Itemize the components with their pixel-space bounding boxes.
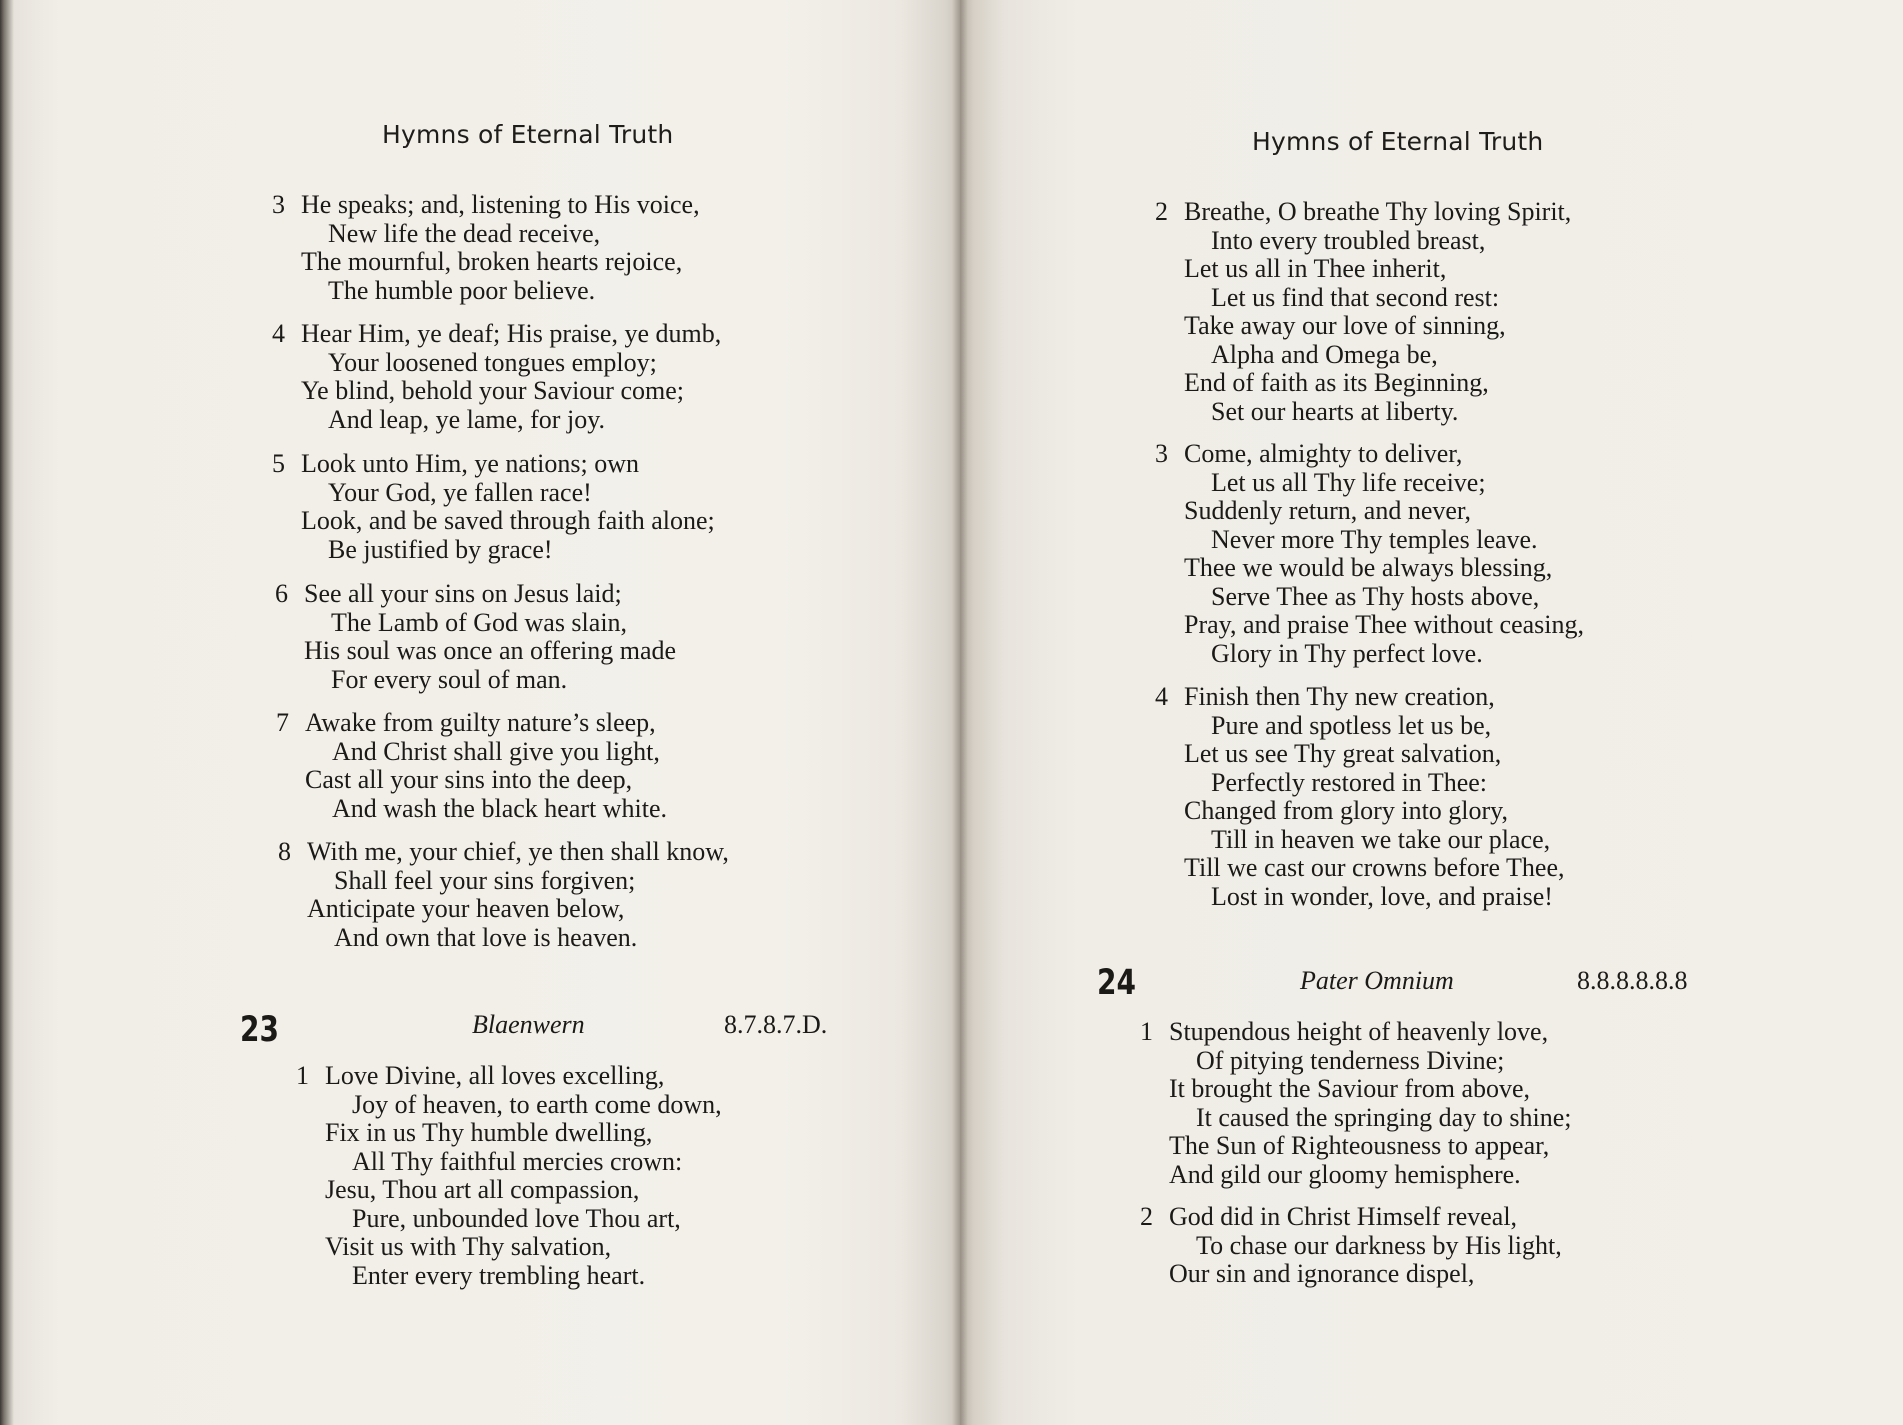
verse-line: Cast all your sins into the deep, [305, 765, 633, 794]
verse-line: Take away our love of sinning, [1184, 311, 1506, 340]
hymn-meter: 8.7.8.7.D. [724, 1010, 828, 1039]
verse-line: Till in heaven we take our place, [1211, 824, 1551, 854]
verse-line: Glory in Thy perfect love. [1211, 638, 1483, 668]
verse-line: Your loosened tongues employ; [328, 347, 657, 377]
verse-line: Look unto Him, ye nations; own [301, 449, 639, 478]
verse-line: Suddenly return, and never, [1184, 496, 1472, 525]
verse-line: All Thy faithful mercies crown: [352, 1146, 683, 1176]
verse-number: 4 [272, 319, 285, 348]
verse-7 [276, 709, 667, 823]
verse-4 [272, 320, 721, 434]
verse-number: 8 [278, 837, 291, 866]
verse-3-right [1155, 440, 1584, 668]
verse-8 [278, 838, 729, 952]
verse-5 [272, 450, 715, 564]
verse-number: 3 [272, 190, 285, 219]
verse-line: With me, your chief, ye then shall know, [307, 837, 729, 866]
verse-line: Your God, ye fallen race! [328, 477, 592, 507]
verse-number: 2 [1155, 197, 1168, 226]
verse-line: His soul was once an offering made [304, 636, 677, 665]
verse-line: And gild our gloomy hemisphere. [1169, 1159, 1521, 1189]
verse-line: And leap, ye lame, for joy. [328, 404, 605, 434]
verse-line: Finish then Thy new creation, [1184, 682, 1495, 711]
verse-line: See all your sins on Jesus laid; [304, 579, 622, 608]
verse-number: 3 [1155, 439, 1168, 468]
verse-line: It brought the Saviour from above, [1169, 1074, 1531, 1103]
verse-line: Stupendous height of heavenly love, [1169, 1017, 1549, 1046]
verse-line: Alpha and Omega be, [1211, 339, 1438, 369]
verse-line: Changed from glory into glory, [1184, 796, 1508, 825]
verse-line: Let us all in Thee inherit, [1184, 254, 1447, 283]
verse-line: Lost in wonder, love, and praise! [1211, 881, 1553, 911]
verse-number: 1 [1140, 1017, 1153, 1046]
verse-line: Let us all Thy life receive; [1211, 467, 1486, 497]
verse-line: For every soul of man. [331, 664, 568, 694]
verse-line: Perfectly restored in Thee: [1211, 767, 1488, 797]
hymn-24-verse-1 [1140, 1018, 1571, 1189]
verse-line: New life the dead receive, [328, 218, 601, 248]
verse-3 [272, 191, 700, 305]
verse-line: Look, and be saved through faith alone; [301, 506, 715, 535]
verse-line: Anticipate your heaven below, [307, 894, 625, 923]
verse-line: God did in Christ Himself reveal, [1169, 1202, 1518, 1231]
verse-line: The humble poor believe. [328, 275, 596, 305]
verse-line: Set our hearts at liberty. [1211, 396, 1459, 426]
verse-number: 7 [276, 708, 289, 737]
verse-line: Hear Him, ye deaf; His praise, ye dumb, [301, 319, 722, 348]
verse-number: 2 [1140, 1202, 1153, 1231]
hymn-number: 23 [240, 1010, 279, 1050]
verse-line: Fix in us Thy humble dwelling, [325, 1118, 653, 1147]
book-gutter [952, 0, 968, 1425]
verse-line: Our sin and ignorance dispel, [1169, 1259, 1475, 1288]
verse-line: Jesu, Thou art all compassion, [325, 1175, 640, 1204]
verse-number: 5 [272, 449, 285, 478]
hymn-23-verse-1 [296, 1062, 722, 1290]
verse-4-right [1155, 683, 1565, 911]
verse-line: The Lamb of God was slain, [331, 607, 628, 637]
hymn-meter: 8.8.8.8.8.8 [1577, 966, 1688, 995]
verse-line: Let us see Thy great salvation, [1184, 739, 1502, 768]
verse-line: Shall feel your sins forgiven; [334, 865, 636, 895]
verse-line: To chase our darkness by His light, [1196, 1230, 1562, 1260]
verse-line: Pray, and praise Thee without ceasing, [1184, 610, 1584, 639]
verse-line: Enter every trembling heart. [352, 1260, 646, 1290]
verse-line: He speaks; and, listening to His voice, [301, 190, 700, 219]
verse-line: Be justified by grace! [328, 534, 553, 564]
verse-line: Let us find that second rest: [1211, 282, 1500, 312]
verse-line: Awake from guilty nature’s sleep, [305, 708, 656, 737]
verse-number: 6 [275, 579, 288, 608]
verse-line: And Christ shall give you light, [332, 736, 660, 766]
verse-line: Come, almighty to deliver, [1184, 439, 1463, 468]
verse-line: Visit us with Thy salvation, [325, 1232, 612, 1261]
verse-line: Into every troubled breast, [1211, 225, 1486, 255]
verse-line: The mournful, broken hearts rejoice, [301, 247, 683, 276]
verse-line: Never more Thy temples leave. [1211, 524, 1538, 554]
tune-name: Pater Omnium [1300, 966, 1454, 995]
verse-line: Love Divine, all loves excelling, [325, 1061, 665, 1090]
verse-line: Serve Thee as Thy hosts above, [1211, 581, 1540, 611]
verse-line: Thee we would be always blessing, [1184, 553, 1553, 582]
verse-number: 4 [1155, 682, 1168, 711]
verse-line: And own that love is heaven. [334, 922, 638, 952]
verse-line: Till we cast our crowns before Thee, [1184, 853, 1565, 882]
hymn-24-verse-2 [1140, 1203, 1562, 1289]
verse-line: And wash the black heart white. [332, 793, 668, 823]
verse-line: Pure and spotless let us be, [1211, 710, 1492, 740]
verse-line: Pure, unbounded love Thou art, [352, 1203, 681, 1233]
verse-2 [1155, 198, 1571, 426]
verse-6 [275, 580, 676, 694]
verse-line: Ye blind, behold your Saviour come; [301, 376, 684, 405]
verse-line: Breathe, O breathe Thy loving Spirit, [1184, 197, 1572, 226]
tune-name: Blaenwern [472, 1010, 585, 1039]
verse-line: The Sun of Righteousness to appear, [1169, 1131, 1550, 1160]
running-head-right: Hymns of Eternal Truth [1252, 127, 1544, 156]
running-head-left: Hymns of Eternal Truth [382, 120, 674, 149]
verse-line: It caused the springing day to shine; [1196, 1102, 1572, 1132]
verse-line: End of faith as its Beginning, [1184, 368, 1489, 397]
verse-number: 1 [296, 1061, 309, 1090]
verse-line: Of pitying tenderness Divine; [1196, 1045, 1505, 1075]
verse-line: Joy of heaven, to earth come down, [352, 1089, 722, 1119]
hymn-number: 24 [1097, 963, 1136, 1003]
